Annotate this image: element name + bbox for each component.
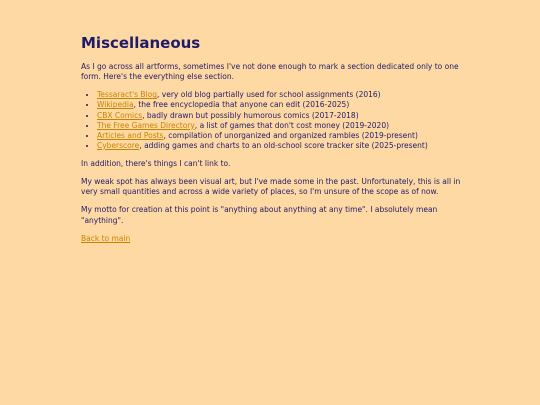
list-item-description: , the free encyclopedia that anyone can edit (2016-2025): [133, 100, 350, 110]
list-item-description: , a list of games that don't cost money (2019-2020): [194, 120, 390, 130]
list-item-description: , very old blog partially used for school assignments (2016): [157, 90, 381, 100]
page-content: [81, 34, 461, 252]
link-free-games-directory[interactable]: The Free Games Directory: [97, 120, 195, 130]
back-to-main-link[interactable]: Back to main: [81, 233, 131, 243]
link-cbx-comics[interactable]: CBX Comics: [97, 110, 143, 120]
list-item: [97, 131, 461, 141]
list-item-description: , badly drawn but possibly humorous comics (2017-2018): [142, 110, 359, 120]
link-articles-and-posts[interactable]: Articles and Posts: [97, 130, 164, 140]
list-item: [97, 111, 461, 121]
addition-paragraph: In addition, there's things I can't link to.: [81, 159, 231, 168]
list-item: [97, 121, 461, 131]
list-item: [97, 90, 461, 100]
list-item: [97, 141, 461, 151]
list-item-description: , adding games and charts to an old-school score tracker site (2025-present): [139, 140, 428, 150]
intro-paragraph: As I go across all artforms, sometimes I've not done enough to mark a section dedicated only to one form. Here's the everything else section.: [81, 62, 459, 82]
list-item-description: , compilation of unorganized and organized rambles (2019-present): [163, 130, 418, 140]
link-wikipedia[interactable]: Wikipedia: [97, 100, 134, 110]
links-list: [81, 90, 461, 151]
motto-paragraph: My motto for creation at this point is "anything about anything at any time". I absolutely mean "anything".: [81, 205, 438, 225]
weak-spot-paragraph: My weak spot has always been visual art, but I've made some in the past. Unfortunately, this is all in very small quantities and across a wide variety of places, so I'm unsure of the scope as of now.: [81, 177, 461, 197]
back-paragraph: [81, 234, 461, 244]
link-cyberscore[interactable]: Cyberscore: [97, 140, 140, 150]
list-item: [97, 100, 461, 110]
link-tessaracts-blog[interactable]: Tessaract's Blog: [97, 90, 158, 100]
page-title: Miscellaneous: [81, 34, 201, 52]
